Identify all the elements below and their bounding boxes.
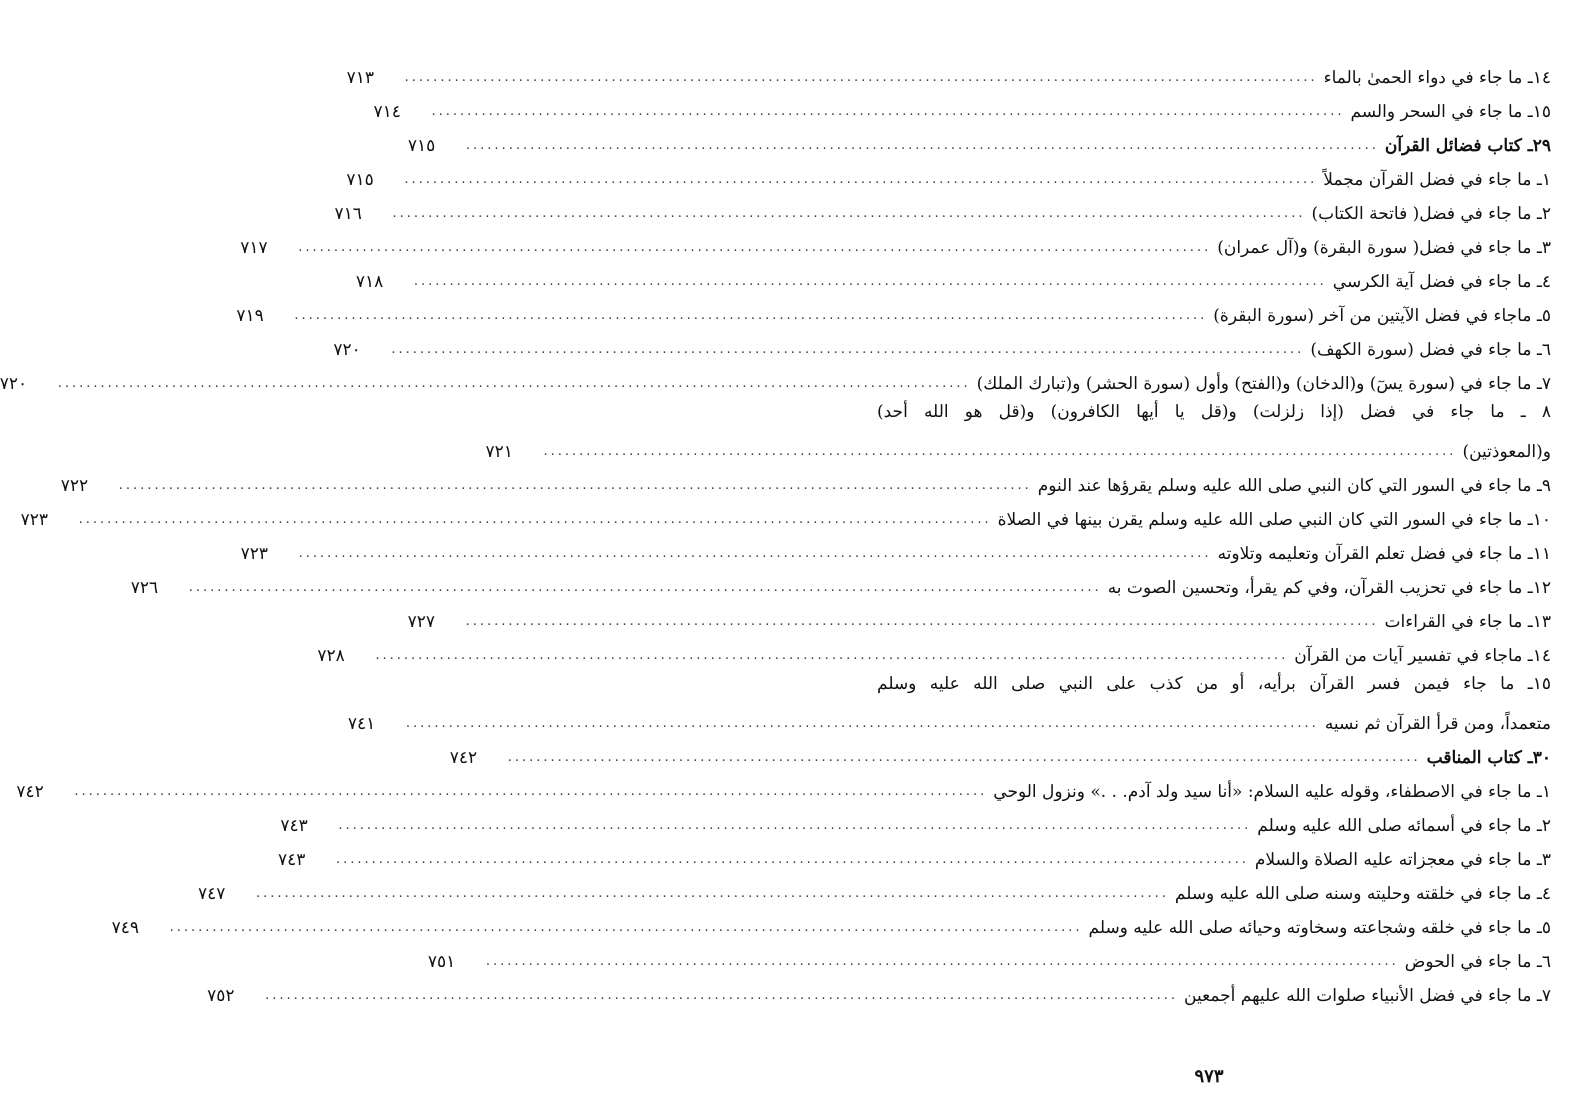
toc-entry-title: ٩ـ ما جاء في السور التي كان النبي صلى الله عليه وسلم يقرؤها عند النوم [1037, 476, 1551, 496]
toc-entry [197, 871, 1551, 905]
toc-entry-page: ٧٢٢ [60, 476, 89, 496]
toc-entry [407, 599, 1551, 633]
toc-entry-title: ٢ـ ما جاء في أسمائه صلى الله عليه وسلم [1257, 816, 1551, 836]
toc-entry-title: ٦ـ ما جاء في الحوض [1404, 952, 1551, 972]
toc-entry [207, 973, 1551, 1007]
leader-dots: ................................................................................................................................ [465, 138, 1379, 153]
toc-entry-title-cont: متعمداً، ومن قرأ القرآن ثم نسيه [1324, 714, 1551, 734]
toc-entry [334, 191, 1551, 225]
toc-entry [373, 89, 1551, 123]
toc-entry-title: ١٥ـ ما جاء في السحر والسم [1350, 102, 1551, 122]
toc-entry-page: ٧٢١ [485, 442, 513, 462]
toc-entry [16, 769, 1551, 803]
toc-entry-page: ٧١٥ [346, 170, 374, 190]
toc-entry-title: ١١ـ ما جاء في فضل تعلم القرآن وتعليمه وتلاوته [1217, 544, 1551, 564]
toc-entry-page: ٧١٦ [334, 204, 362, 224]
toc-entry-title: ٧ـ ما جاء في (سورة يسٓ) و(الدخان) و(الفتح) وأول (سورة الحشر) و(تبارك الملك) [976, 374, 1551, 394]
toc-entry-page: ٧٤٣ [280, 816, 308, 836]
toc-entry-title: ٤ـ ما جاء في خلقته وحليته وسنه صلى الله عليه وسلم [1174, 884, 1551, 904]
table-of-contents [0, 55, 1551, 1007]
toc-entry-title: ١ـ ما جاء في الاصطفاء، وقوله عليه السلام: «أنا سيد ولد آدم. . .» ونزول الوحي [993, 782, 1551, 802]
toc-entry [427, 939, 1551, 973]
toc-entry-title: ١٢ـ ما جاء في تحزيب القرآن، وفي كم يقرأ، وتحسين الصوت به [1107, 578, 1551, 598]
chapter-title: ٣٠ـ كتاب المناقب [1426, 748, 1551, 768]
toc-entry-page: ٧٥٢ [207, 986, 235, 1006]
toc-entry-title: ٣ـ ما جاء في فضل( سورة البقرة) و(آل عمران) [1217, 238, 1551, 258]
chapter-title: ٢٩ـ كتاب فضائل القرآن [1384, 136, 1551, 156]
leader-dots: ................................................................................................................................ [118, 478, 1032, 493]
toc-entry-title: ١٤ـ ما جاء في دواء الحمىٰ بالماء [1323, 68, 1551, 88]
toc-entry [20, 497, 1551, 531]
toc-entry-title: ٢ـ ما جاء في فضل( فاتحة الكتاب) [1311, 204, 1551, 224]
toc-entry [346, 55, 1551, 89]
toc-entry-title: ٤ـ ما جاء في فضل آية الكرسي [1332, 272, 1551, 292]
toc-entry-line [347, 701, 1551, 735]
toc-entry-page: ٧٢٨ [317, 646, 345, 666]
toc-entry-page: ٧١٨ [355, 272, 384, 292]
leader-dots: ................................................................................................................................ [338, 818, 1252, 833]
toc-entry-title: ٣ـ ما جاء في معجزاته عليه الصلاة والسلام [1254, 850, 1551, 870]
toc-entry-title: ١٥ـ ما جاء فيمن فسر القرآن برأيه، أو من كذب على النبي صلى الله عليه وسلم [877, 674, 1551, 694]
toc-entry [0, 361, 1551, 395]
toc-entry [130, 565, 1551, 599]
toc-chapter [449, 735, 1551, 769]
toc-entry-title-cont: و(المعوذتين) [1462, 442, 1551, 462]
toc-entry-page: ٧٢٣ [240, 544, 269, 564]
leader-dots: ................................................................................................................................ [391, 342, 1305, 357]
toc-entry [355, 259, 1551, 293]
toc-entry [280, 803, 1551, 837]
toc-entry-page: ٧٤٢ [449, 748, 478, 768]
toc-entry-title: ٧ـ ما جاء في فضل الأنبياء صلوات الله عليهم أجمعين [1184, 986, 1551, 1006]
toc-entry-title: ٥ـ ما جاء في خلقه وشجاعته وسخاوته وحيائه صلى الله عليه وسلم [1088, 918, 1551, 938]
toc-entry-page: ٧١٣ [346, 68, 375, 88]
toc-entry-line [485, 429, 1551, 463]
toc-entry-title: ١٣ـ ما جاء في القراءات [1384, 612, 1551, 632]
toc-entry-multiline [485, 395, 1551, 463]
leader-dots: ................................................................................................................................ [74, 784, 988, 799]
toc-entry-page: ٧٢٧ [407, 612, 436, 632]
leader-dots: ................................................................................................................................ [431, 104, 1345, 119]
leader-dots: ................................................................................................................................ [465, 614, 1379, 629]
toc-entry-page: ٧١٤ [373, 102, 401, 122]
leader-dots: ................................................................................................................................ [485, 954, 1399, 969]
toc-entry [240, 225, 1551, 259]
leader-dots: ................................................................................................................................ [413, 274, 1327, 289]
leader-dots: ................................................................................................................................ [78, 512, 992, 527]
toc-entry-page: ٧١٥ [407, 136, 436, 156]
toc-entry-page: ٧٥١ [427, 952, 456, 972]
toc-entry-page: ٧٢٦ [130, 578, 159, 598]
toc-entry-page: ٧٢٠ [333, 340, 361, 360]
toc-entry-title: ٥ـ ماجاء في فضل الآيتين من آخر (سورة البقرة) [1213, 306, 1551, 326]
leader-dots: ................................................................................................................................ [405, 716, 1319, 731]
toc-entry-page: ٧٢٣ [20, 510, 49, 530]
toc-entry [317, 633, 1551, 667]
leader-dots: ................................................................................................................................ [298, 240, 1212, 255]
toc-entry-page: ٧١٩ [236, 306, 264, 326]
leader-dots: ................................................................................................................................ [57, 376, 971, 391]
toc-entry-page: ٧٤١ [347, 714, 376, 734]
toc-entry-line [877, 667, 1551, 701]
toc-entry [333, 327, 1551, 361]
toc-entry-title: ١ـ ما جاء في فضل القرآن مجملاً [1323, 170, 1551, 190]
leader-dots: ................................................................................................................................ [507, 750, 1421, 765]
toc-chapter [407, 123, 1551, 157]
toc-entry [236, 293, 1551, 327]
toc-entry-page: ٧٤٧ [197, 884, 226, 904]
leader-dots: ................................................................................................................................ [375, 648, 1289, 663]
toc-entry [346, 157, 1551, 191]
leader-dots: ................................................................................................................................ [392, 206, 1306, 221]
leader-dots: ................................................................................................................................ [298, 546, 1212, 561]
toc-entry-page: ٧٤٢ [16, 782, 44, 802]
toc-entry [60, 463, 1551, 497]
toc-entry-multiline [347, 667, 1551, 735]
leader-dots: ................................................................................................................................ [335, 852, 1249, 867]
leader-dots: ................................................................................................................................ [404, 70, 1318, 85]
leader-dots: ................................................................................................................................ [265, 988, 1179, 1003]
page-number: ٩٧٣ [1194, 1066, 1224, 1087]
toc-entry-page: ٧٢٠ [0, 374, 28, 394]
toc-entry-page: ٧١٧ [240, 238, 268, 258]
toc-entry-title: ١٠ـ ما جاء في السور التي كان النبي صلى الله عليه وسلم يقرن بينها في الصلاة [997, 510, 1551, 530]
toc-entry-line [877, 395, 1551, 429]
toc-entry [240, 531, 1551, 565]
toc-entry-page: ٧٤٩ [111, 918, 139, 938]
leader-dots: ................................................................................................................................ [169, 920, 1083, 935]
leader-dots: ................................................................................................................................ [404, 172, 1318, 187]
toc-entry [277, 837, 1551, 871]
toc-entry-title: ١٤ـ ماجاء في تفسير آيات من القرآن [1294, 646, 1551, 666]
toc-entry [111, 905, 1551, 939]
leader-dots: ................................................................................................................................ [543, 444, 1457, 459]
leader-dots: ................................................................................................................................ [255, 886, 1169, 901]
toc-entry-page: ٧٤٣ [277, 850, 306, 870]
leader-dots: ................................................................................................................................ [188, 580, 1102, 595]
leader-dots: ................................................................................................................................ [294, 308, 1208, 323]
toc-entry-title: ٨ ـ ما جاء في فضل (إذا زلزلت) و(قل يا أيها الكافرون) و(قل هو الله أحد) [877, 402, 1551, 422]
toc-entry-title: ٦ـ ما جاء في فضل (سورة الكهف) [1310, 340, 1551, 360]
